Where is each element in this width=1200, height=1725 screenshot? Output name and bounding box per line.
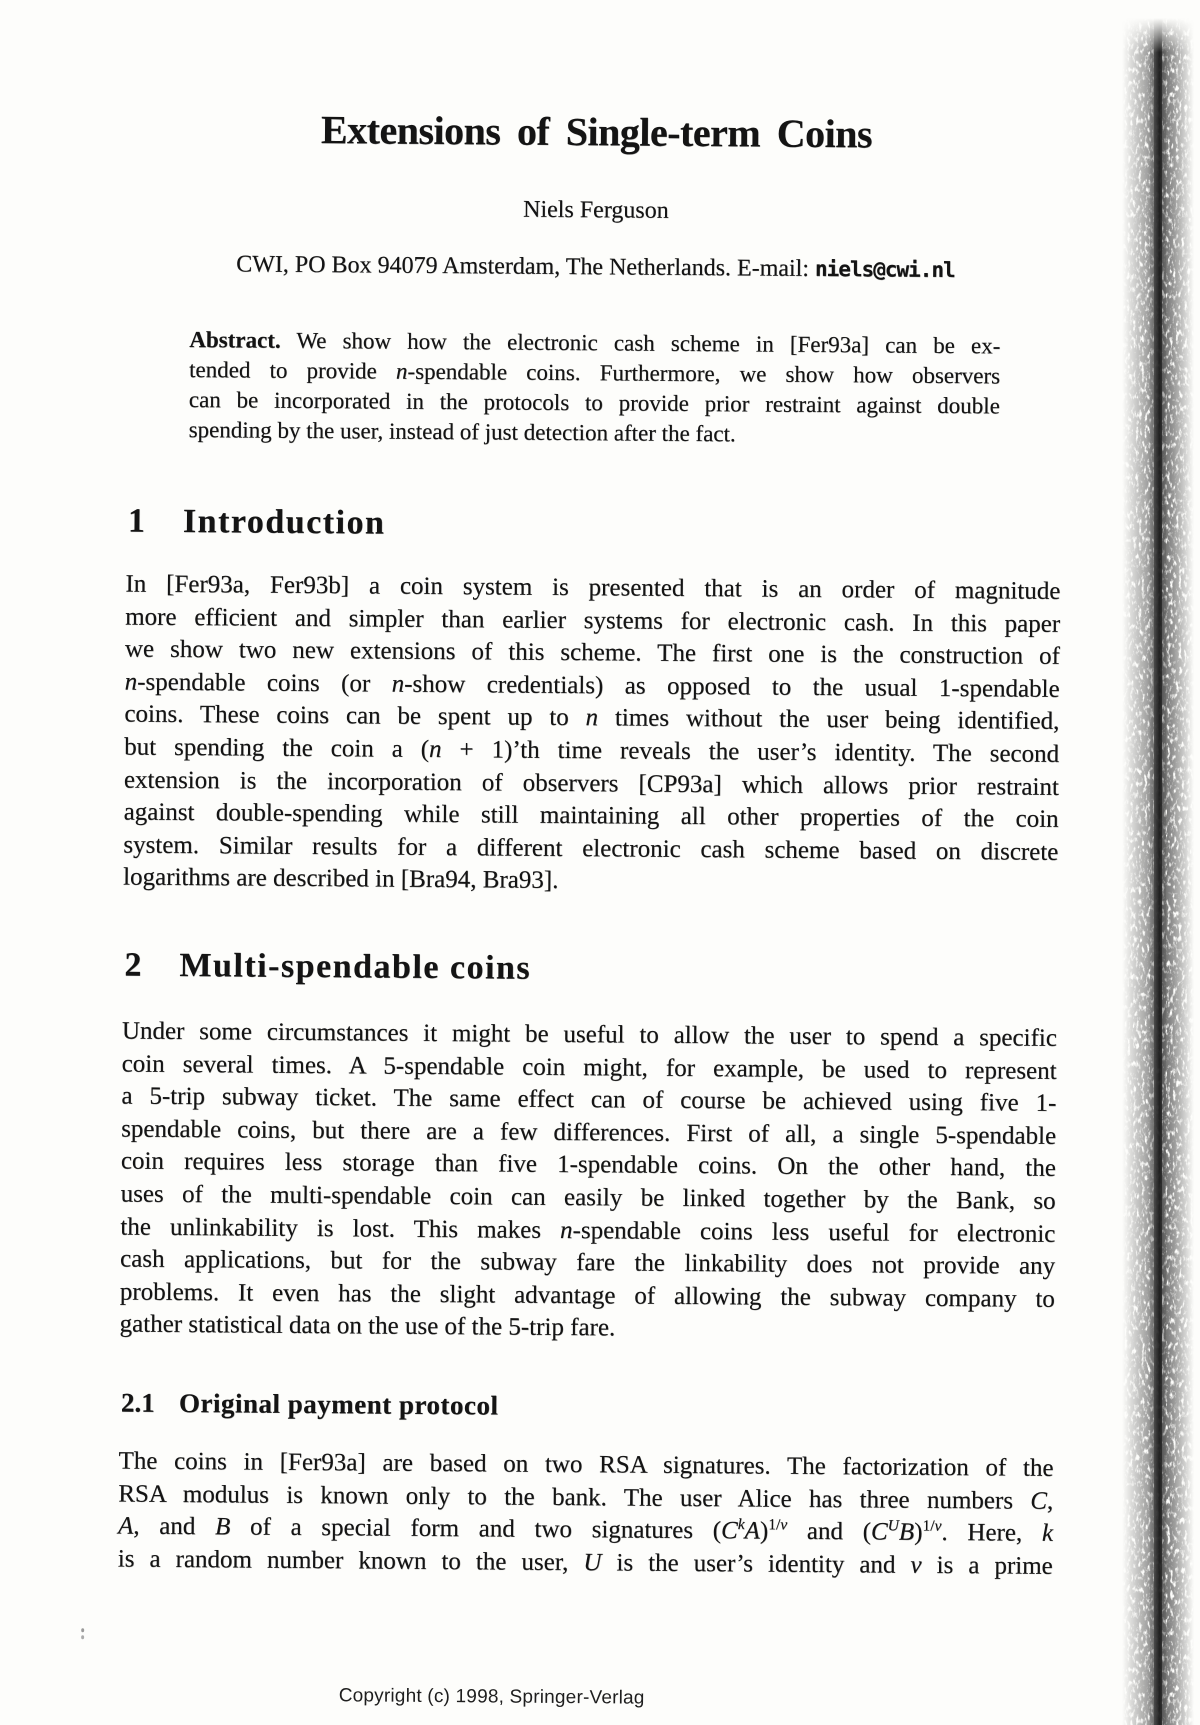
text-line: tended to provide n-spendable coins. Furthermore, we show how observers [189, 357, 1001, 389]
text-line: n-spendable coins (or n-show credentials) as opposed to the usual 1-spendable [124, 668, 1060, 703]
section-title: Multi-spendable coins [179, 946, 532, 987]
text-line: In [Fer93a, Fer93b] a coin system is presented that is an order of magnitude [125, 570, 1061, 605]
text-line: cash applications, but for the subway fare the linkability does not provide any [120, 1245, 1056, 1281]
scan-binding-artifact [1122, 18, 1194, 1725]
text-line: coins. These coins can be spent up to n times without the user being identified, [124, 700, 1060, 736]
text-line: the unlinkability is lost. This makes n-spendable coins less useful for electronic [120, 1213, 1056, 1248]
subsection-number: 2.1 [120, 1387, 155, 1418]
text-line: can be incorporated in the protocols to provide prior restraint against double [188, 387, 1000, 419]
text-line: extension is the incorporation of observers [CP93a] which allows prior restraint [123, 766, 1059, 801]
email-address: niels@cwi.nl [814, 256, 955, 283]
text-line: is a random number known to the user, U is the user’s identity and v is a prime [117, 1545, 1053, 1580]
text-line: spendable coins, but there are a few differences. First of all, a single 5-spendable [121, 1115, 1057, 1150]
text-line: we show two new extensions of this scheme. The first one is the construction of [124, 635, 1060, 671]
paper-title: Extensions of Single-term Coins [320, 107, 873, 157]
paragraph-introduction [123, 569, 1061, 902]
text-line: Under some circumstances it might be useful to allow the user to spend a specific [121, 1017, 1057, 1052]
text-line: system. Similar results for a different electronic cash scheme based on discrete [123, 831, 1059, 866]
affiliation-line [128, 251, 1063, 285]
copyright-line: Copyright (c) 1998, Springer-Verlag [338, 1685, 645, 1709]
text-line: gather statistical data on the use of the 5-trip fare. [119, 1310, 616, 1342]
section-heading-multi-spendable-coins [124, 947, 531, 988]
text-line: but spending the coin a (n + 1)’th time reveals the user’s identity. The second [124, 733, 1060, 768]
subsection-heading-original-payment-protocol [121, 1388, 499, 1422]
text-line: problems. It even has the slight advantage of allowing the subway company to [119, 1278, 1055, 1313]
text-line: RSA modulus is known only to the bank. The user Alice has three numbers C, [118, 1480, 1054, 1515]
text-line: against double-spending while still maintaining all other properties of the coin [123, 798, 1059, 834]
affiliation-text: CWI, PO Box 94079 Amsterdam, The Netherlands. E-mail: [236, 251, 810, 282]
scan-speck-artifact [81, 1628, 84, 1632]
abstract-block [189, 325, 1001, 451]
text-line: Abstract. We show how the electronic cash scheme in [Fer93a] can be ex- [189, 327, 1001, 359]
paragraph-original-payment-protocol [118, 1446, 1054, 1584]
subsection-title: Original payment protocol [178, 1387, 499, 1421]
text-line: uses of the multi-spendable coin can easily be linked together by the Bank, so [120, 1180, 1056, 1215]
text-line: coin requires less storage than five 1-spendable coins. On the other hand, the [120, 1147, 1056, 1183]
text-line: spending by the user, instead of just detection after the fact. [188, 417, 736, 447]
section-number: 1 [127, 502, 146, 540]
text-line: A, and B of a special form and two signatures $(C^kA)^{1/v}$ and $(C^UB)^{1/v}$. Here, k [117, 1512, 1054, 1548]
section-title: Introduction [182, 502, 386, 542]
section-heading-introduction [128, 503, 386, 543]
text-line: more efficient and simpler than earlier systems for electronic cash. In this paper [125, 603, 1061, 638]
section-number: 2 [124, 946, 142, 984]
text-line: The coins in [Fer93a] are based on two RSA signatures. The factorization of the [118, 1447, 1054, 1482]
text-line: coin several times. A 5-spendable coin might, for example, be used to represent [121, 1050, 1057, 1085]
text-line: a 5-trip subway ticket. The same effect can of course be achieved using five 1- [121, 1082, 1057, 1118]
paragraph-multi-spendable-coins [119, 1016, 1057, 1349]
text-line: logarithms are described in [Bra94, Bra93]. [123, 863, 559, 895]
author-name: Niels Ferguson [522, 196, 669, 224]
